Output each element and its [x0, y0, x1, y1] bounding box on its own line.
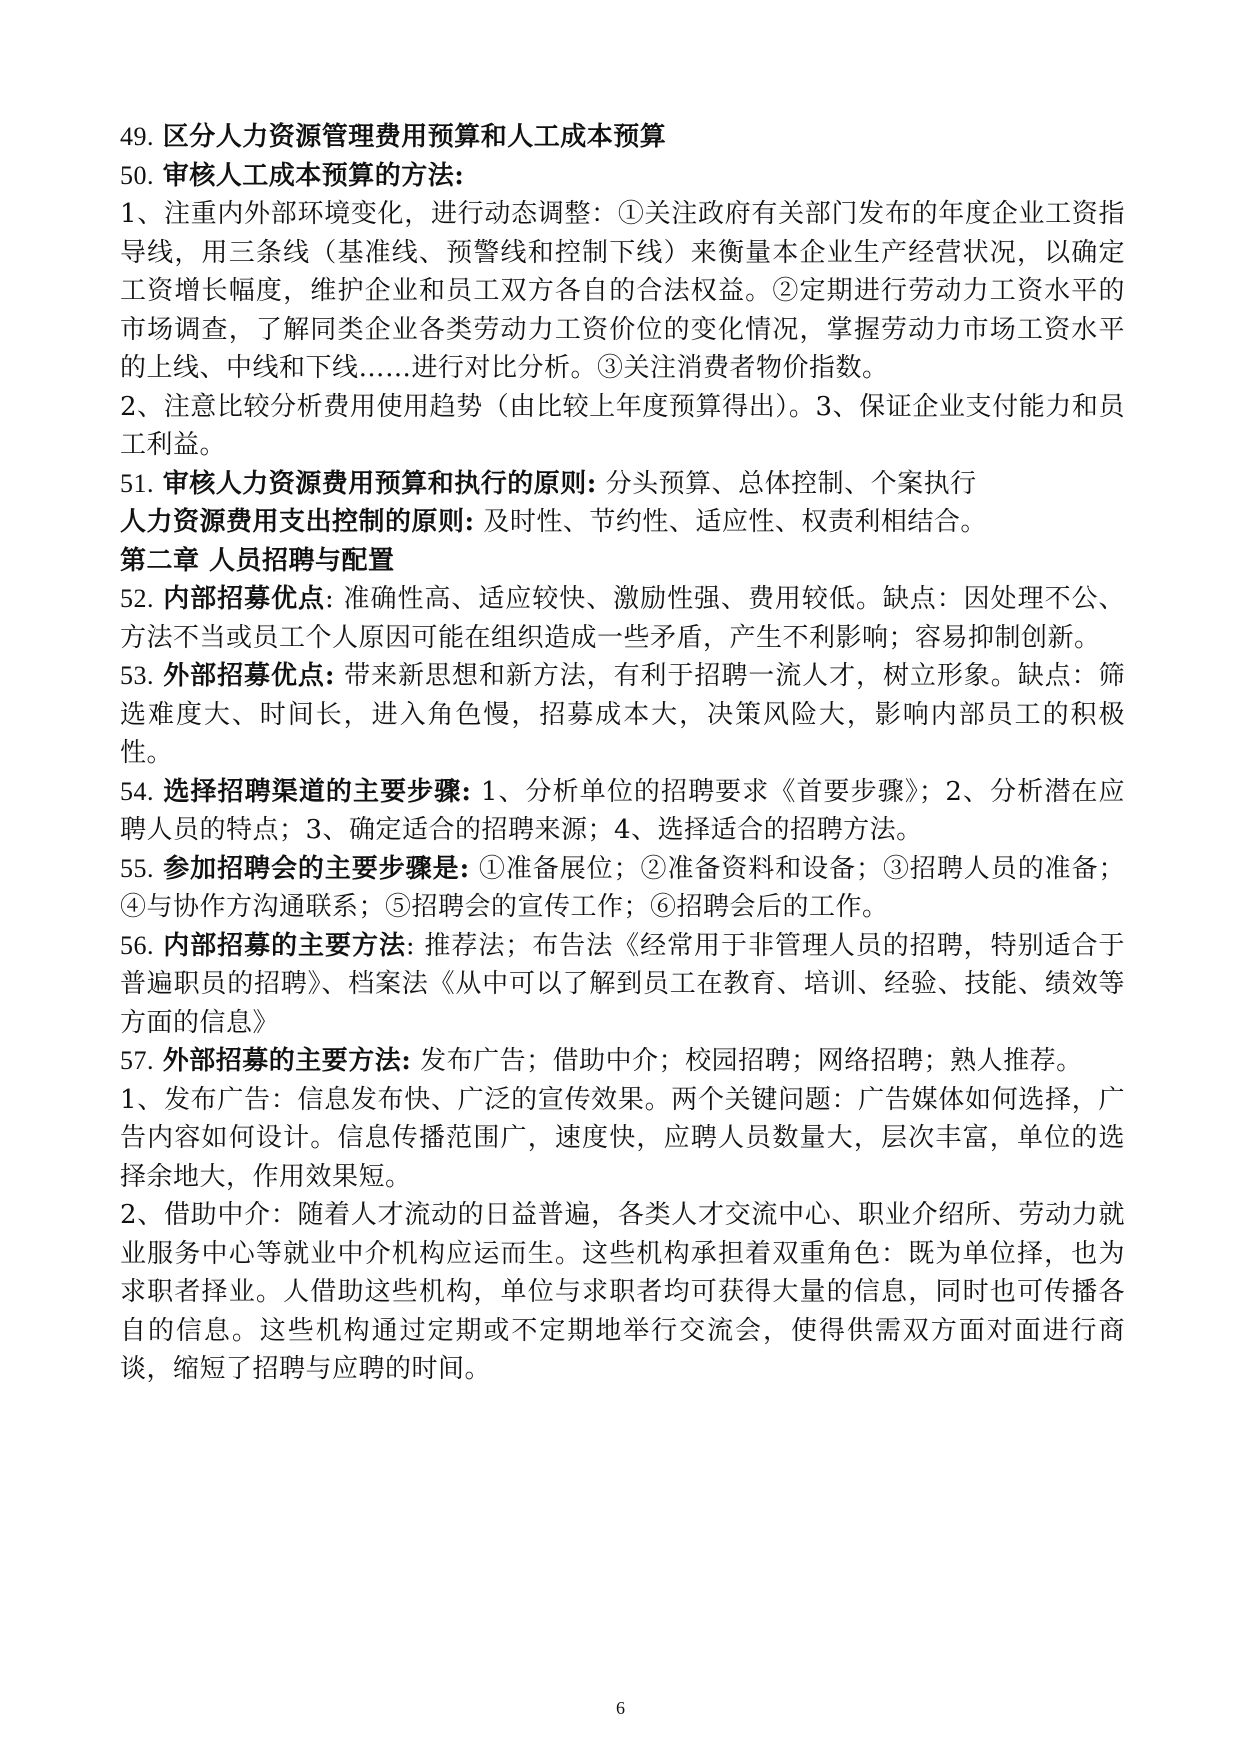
- item-title: 审核人工成本预算的方法:: [162, 160, 465, 191]
- item-body: 1、分析单位的招聘要求《首要步骤》；2、分析潜在应聘人员的特点；3、确定适合的招聘来源；4、选择适合的招聘方法。: [120, 776, 1125, 845]
- item-q51b: [120, 503, 1125, 542]
- item-title: 内部招募的主要方法: [163, 930, 406, 961]
- item-body: 发布广告；借助中介；校园招聘；网络招聘；熟人推荐。: [411, 1046, 1083, 1076]
- item-number: 51.: [120, 468, 154, 498]
- document-body: [120, 118, 1125, 1389]
- paragraph-q57-1: 1、发布广告：信息发布快、广泛的宣传效果。两个关键问题：广告媒体如何选择，广告内容如何设计。信息传播范围广，速度快，应聘人员数量大，层次丰富，单位的选择余地大，作用效果短。: [120, 1084, 1125, 1192]
- item-q55: [120, 850, 1125, 927]
- page-number: 6: [616, 1698, 625, 1718]
- item-number: 55.: [120, 853, 154, 883]
- item-q56: [120, 927, 1125, 1043]
- item-body: 分头预算、总体控制、个案执行: [596, 468, 977, 499]
- item-q51: [120, 465, 1125, 504]
- item-number: 49.: [120, 122, 154, 151]
- paragraph-q57-2: 2、借助中介：随着人才流动的日益普遍，各类人才交流中心、职业介绍所、劳动力就业服务中心等就业中介机构应运而生。这些机构承担着双重角色：既为单位择，也为求职者择业。人借助这些机构，单位与求职者均可获得大量的信息，同时也可传播各自的信息。这些机构通过定期或不定期地举行交流会，使得供需双方面对面进行商谈，缩短了招聘与应聘的时间。: [120, 1200, 1125, 1384]
- item-number: 57.: [120, 1046, 154, 1075]
- item-title: 外部招募优点:: [163, 661, 335, 691]
- item-body: : 准确性高、适应较快、激励性强、费用较低。缺点：因处理不公、方法不当或员工个人原因可能在组织造成一些矛盾，产生不利影响；容易抑制创新。: [120, 584, 1125, 653]
- item-q57: [120, 1042, 1125, 1081]
- item-body: 带来新思想和新方法，有利于招聘一流人才，树立形象。缺点：筛选难度大、时间长，进入角色慢，招募成本大，决策风险大，影响内部员工的积极性。: [120, 661, 1126, 768]
- item-number: 52.: [120, 584, 154, 613]
- item-body: ①准备展位；②准备资料和设备；③招聘人员的准备；④与协作方沟通联系；⑤招聘会的宣传工作；⑥招聘会后的工作。: [120, 853, 1126, 922]
- item-title: 参加招聘会的主要步骤是:: [163, 853, 470, 884]
- item-q54: [120, 773, 1125, 850]
- chapter-heading: [120, 542, 1125, 581]
- chapter-title: 第二章 人员招聘与配置: [120, 545, 395, 576]
- item-number: 54.: [120, 776, 154, 806]
- item-title: 审核人力资源费用预算和执行的原则:: [162, 468, 597, 499]
- item-q52: [120, 580, 1125, 657]
- paragraph-q50-1: 1、注重内外部环境变化，进行动态调整：①关注政府有关部门发布的年度企业工资指导线，用三条线（基准线、预警线和控制下线）来衡量本企业生产经营状况，以确定工资增长幅度，维护企业和员工双方各自的合法权益。②定期进行劳动力工资水平的市场调查，了解同类企业各类劳动力工资价位的变化情况，掌握劳动力市场工资水平的上线、中线和下线……进行对比分析。③关注消费者物价指数。: [120, 199, 1125, 383]
- item-number: 53.: [120, 661, 154, 690]
- item-number: 50.: [120, 160, 154, 190]
- item-title: 选择招聘渠道的主要步骤:: [163, 776, 472, 807]
- item-title: 外部招募的主要方法:: [162, 1046, 412, 1076]
- item-number: 56.: [120, 930, 154, 960]
- heading-q50: [120, 157, 1125, 196]
- item-body: : 推荐法；布告法《经常用于非管理人员的招聘，特别适合于普遍职员的招聘》、档案法《从中可以了解到员工在教育、培训、经验、技能、绩效等方面的信息》: [120, 930, 1125, 1038]
- item-q53: [120, 657, 1125, 773]
- item-title: 人力资源费用支出控制的原则:: [120, 507, 475, 537]
- item-body: 及时性、节约性、适应性、权责利相结合。: [474, 507, 987, 537]
- item-title: 内部招募优点: [163, 584, 326, 614]
- paragraph-q50-2: 2、注意比较分析费用使用趋势（由比较上年度预算得出）。3、保证企业支付能力和员工利益。: [120, 391, 1125, 460]
- heading-q49: [120, 118, 1125, 157]
- item-title: 区分人力资源管理费用预算和人工成本预算: [162, 122, 667, 152]
